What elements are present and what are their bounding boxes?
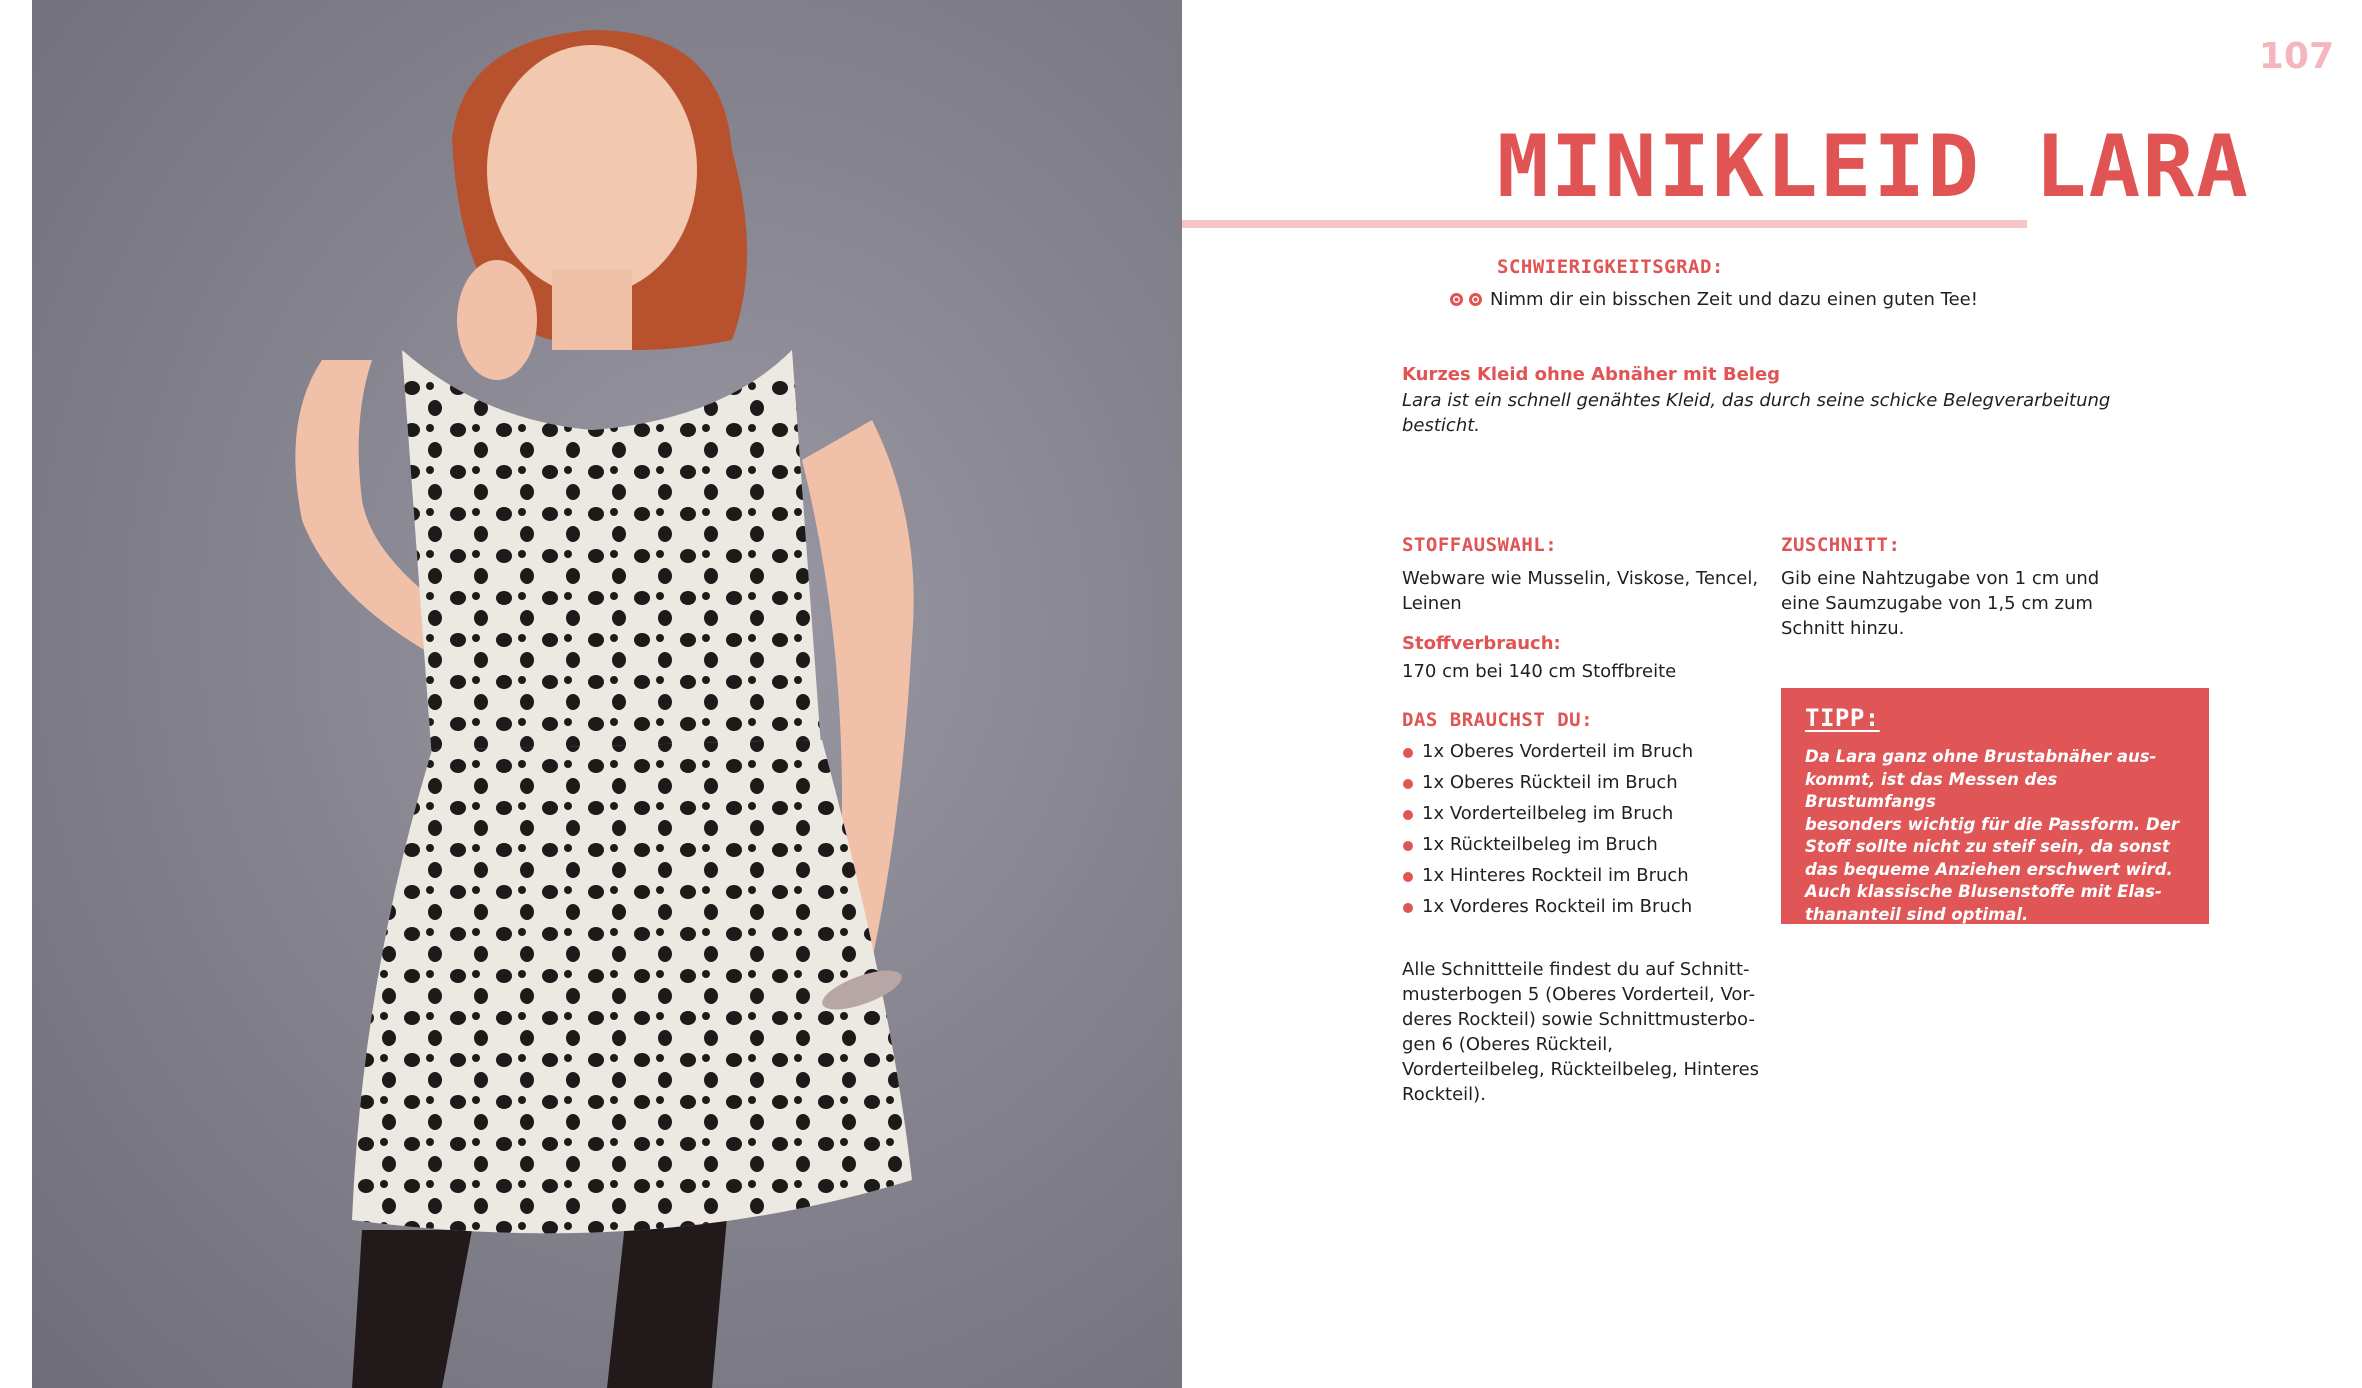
intro-subtitle: Kurzes Kleid ohne Abnäher mit Beleg xyxy=(1402,364,1781,385)
stoffauswahl-text: Webware wie Musselin, Viskose, Tencel, xyxy=(1402,568,1759,589)
title-rule xyxy=(1182,220,2027,228)
brauchst-heading: DAS BRAUCHST DU: xyxy=(1402,709,1594,731)
difficulty-dot-icon xyxy=(1469,293,1482,306)
tip-box xyxy=(1781,688,2209,924)
list-item: 1x Vorderteilbeleg im Bruch xyxy=(1402,798,1693,829)
bullet-icon xyxy=(1403,872,1413,882)
difficulty-dot-icon xyxy=(1450,293,1463,306)
page-title: MINIKLEID LARA xyxy=(1497,117,2250,217)
model-illustration xyxy=(32,0,1182,1388)
difficulty-heading: SCHWIERIGKEITSGRAD: xyxy=(1497,256,1724,278)
bullet-icon xyxy=(1403,810,1413,820)
page-number: 107 xyxy=(2258,36,2334,77)
list-item: 1x Oberes Vorderteil im Bruch xyxy=(1402,736,1693,767)
bullet-icon xyxy=(1403,748,1413,758)
bullet-icon xyxy=(1403,841,1413,851)
schnittteile-note: Alle Schnittteile findest du auf Schnitt- musterbogen 5 (Oberes Vorderteil, Vor- deres Rockteil) sowie Schnittmusterbo- gen 6 (Oberes Rückteil, Vorderteilbeleg, Rückteilbeleg, Hinteres Rockteil). xyxy=(1402,959,1760,1105)
stoffverbrauch-heading: Stoffverbrauch: xyxy=(1402,633,1561,654)
list-item: 1x Vorderes Rockteil im Bruch xyxy=(1402,891,1693,922)
list-item: 1x Oberes Rückteil im Bruch xyxy=(1402,767,1693,798)
stoffverbrauch-text: 170 cm bei 140 cm Stoffbreite xyxy=(1402,661,1677,682)
bullet-icon xyxy=(1403,903,1413,913)
tip-text: Da Lara ganz ohne Brustabnäher aus- kommt, ist das Messen des Brustumfangs besonders wichtig für die Passform. Der Stoff sollte nicht zu steif sein, da sonst das bequeme Anziehen erschwert wird. Auch klassische Blusenstoffe mit Elas- thananteil sind optimal. xyxy=(1805,747,2180,924)
difficulty-text: Nimm dir ein bisschen Zeit und dazu einen guten Tee! xyxy=(1490,289,1978,310)
intro-lead-line: besticht. xyxy=(1402,415,1481,436)
zuschnitt-heading: ZUSCHNITT: xyxy=(1781,534,1901,556)
zuschnitt-text: Gib eine Nahtzugabe von 1 cm und eine Saumzugabe von 1,5 cm zum Schnitt hinzu. xyxy=(1781,568,2100,639)
tip-heading: TIPP: xyxy=(1805,704,1880,732)
stoffauswahl-heading: STOFFAUSWAHL: xyxy=(1402,534,1558,556)
difficulty-row xyxy=(1450,287,1978,312)
stoffauswahl-text: Leinen xyxy=(1402,593,1462,614)
list-item: 1x Rückteilbeleg im Bruch xyxy=(1402,829,1693,860)
bullet-icon xyxy=(1403,779,1413,789)
model-photo xyxy=(32,0,1182,1388)
materials-list xyxy=(1402,736,1693,922)
intro-lead-line: Lara ist ein schnell genähtes Kleid, das durch seine schicke Belegverarbeitung xyxy=(1402,390,2111,411)
list-item: 1x Hinteres Rockteil im Bruch xyxy=(1402,860,1693,891)
